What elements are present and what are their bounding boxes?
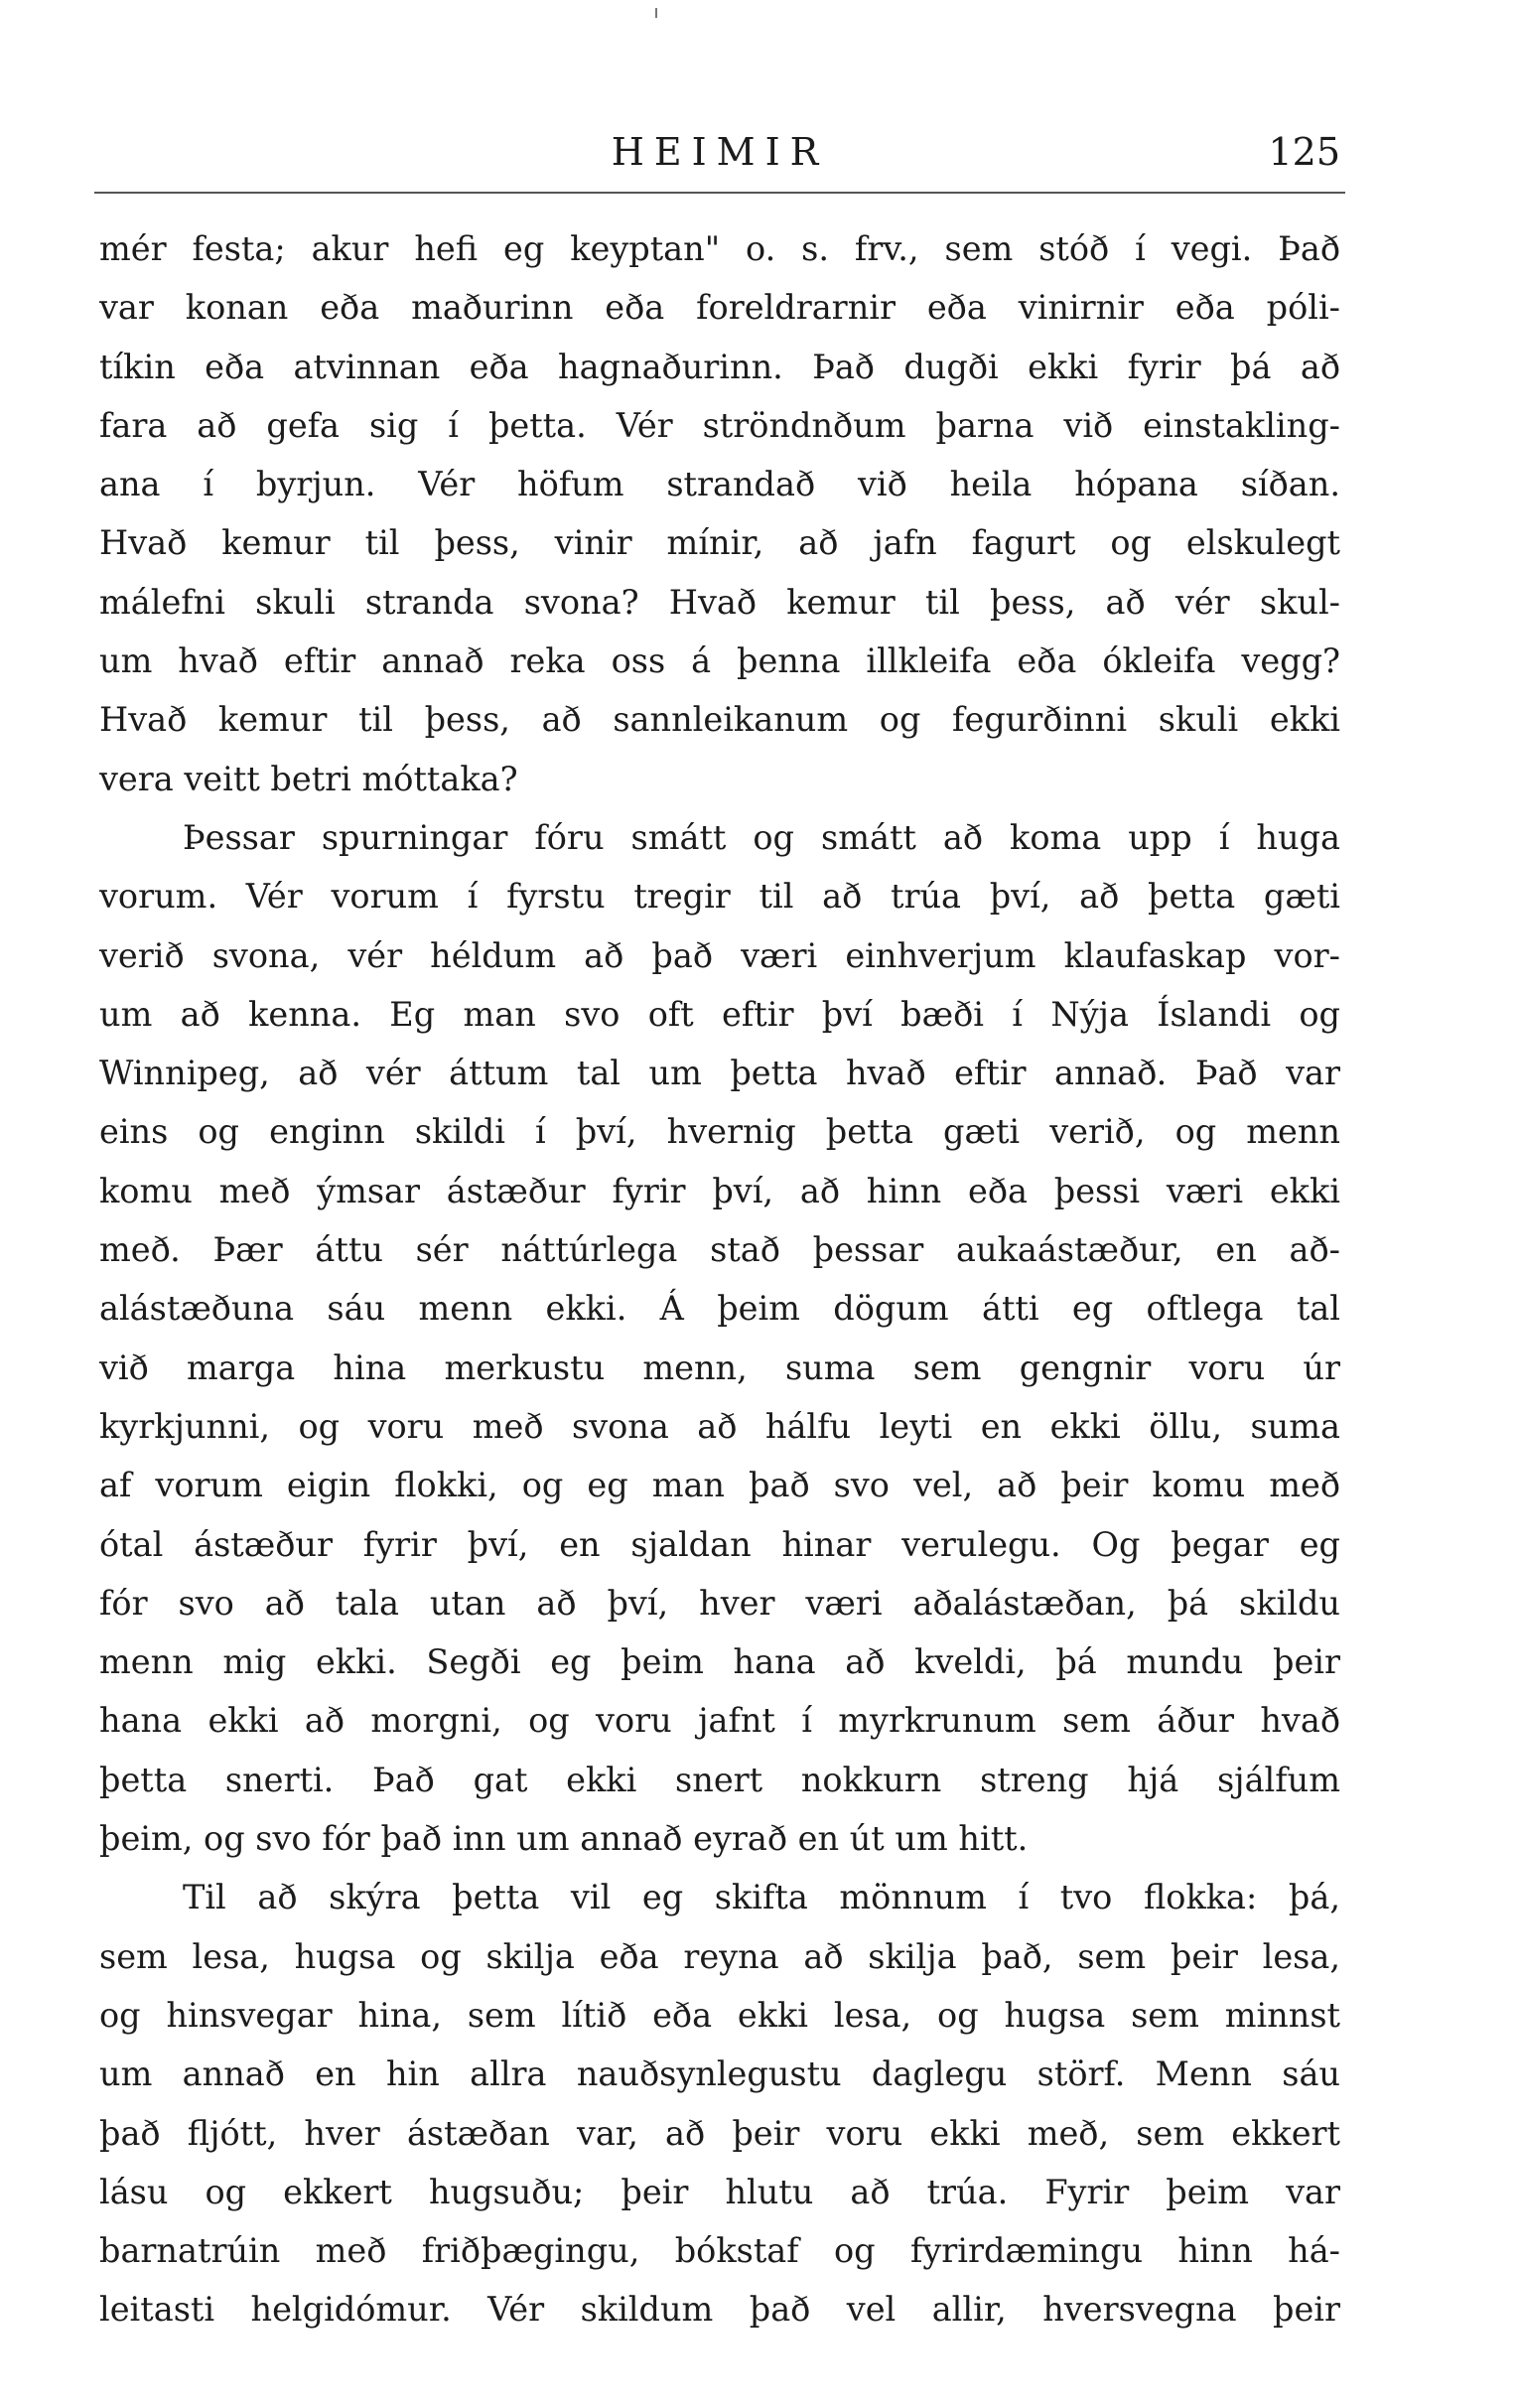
text-line: lásu og ekkert hugsuðu; þeir hlutu að trúa. Fyrir þeim var — [99, 2172, 1340, 2211]
page-speck — [655, 8, 657, 18]
paragraph-first-line: Þessar spurningar fóru smátt og smátt að koma upp í huga — [183, 817, 1340, 857]
paragraph-last-line: vera veitt betri móttaka? — [99, 759, 518, 798]
text-line: ótal ástæður fyrir því, en sjaldan hinar verulegu. Og þegar eg — [99, 1524, 1340, 1564]
text-line: fara að gefa sig í þetta. Vér ströndnðum þarna við einstakling- — [99, 405, 1340, 445]
text-line: málefni skuli stranda svona? Hvað kemur til þess, að vér skul- — [99, 582, 1340, 622]
text-line: með. Þær áttu sér náttúrlega stað þessar aukaástæður, en að- — [99, 1230, 1340, 1270]
text-line: menn mig ekki. Segði eg þeim hana að kveldi, þá mundu þeir — [99, 1642, 1340, 1682]
text-line: mér festa; akur hefi eg keyptan" o. s. frv., sem stóð í vegi. Það — [99, 229, 1340, 268]
text-line: fór svo að tala utan að því, hver væri aðalástæðan, þá skildu — [99, 1583, 1340, 1623]
text-line: alástæðuna sáu menn ekki. Á þeim dögum átti eg oftlega tal — [99, 1289, 1340, 1329]
paragraph-last-line: þeim, og svo fór það inn um annað eyrað en út um hitt. — [99, 1819, 1029, 1859]
text-line: eins og enginn skildi í því, hvernig þetta gæti verið, og menn — [99, 1112, 1340, 1152]
text-line: ana í byrjun. Vér höfum strandað við heila hópana síðan. — [99, 465, 1340, 504]
text-line: og hinsvegar hina, sem lítið eða ekki lesa, og hugsa sem minnst — [99, 1995, 1340, 2035]
running-title: HEIMIR — [611, 130, 829, 174]
text-line: hana ekki að morgni, og voru jafnt í myrkrunum sem áður hvað — [99, 1701, 1340, 1741]
text-line: verið svona, vér héldum að það væri einhverjum klaufaskap vor- — [99, 935, 1340, 975]
text-line: við marga hina merkustu menn, suma sem gengnir voru úr — [99, 1347, 1340, 1387]
text-line: sem lesa, hugsa og skilja eða reyna að skilja það, sem þeir lesa, — [99, 1936, 1340, 1976]
text-line: komu með ýmsar ástæður fyrir því, að hinn eða þessi væri ekki — [99, 1171, 1340, 1210]
text-line: kyrkjunni, og voru með svona að hálfu leyti en ekki öllu, suma — [99, 1406, 1340, 1446]
text-line: um að kenna. Eg man svo oft eftir því bæði í Nýja Íslandi og — [99, 994, 1340, 1034]
running-head — [99, 127, 1340, 177]
paragraph-first-line: Til að skýra þetta vil eg skifta mönnum í tvo flokka: þá, — [183, 1878, 1340, 1917]
text-line: það fljótt, hver ástæðan var, að þeir voru ekki með, sem ekkert — [99, 2113, 1340, 2153]
text-line: Hvað kemur til þess, vinir mínir, að jafn fagurt og elskulegt — [99, 523, 1340, 563]
header-rule — [94, 192, 1345, 194]
text-line: vorum. Vér vorum í fyrstu tregir til að trúa því, að þetta gæti — [99, 877, 1340, 917]
text-line: af vorum eigin flokki, og eg man það svo vel, að þeir komu með — [99, 1466, 1340, 1505]
body-text — [99, 219, 1340, 2339]
text-line: um hvað eftir annað reka oss á þenna illkleifa eða ókleifa vegg? — [99, 641, 1340, 681]
text-line: leitasti helgidómur. Vér skildum það vel allir, hversvegna þeir — [99, 2290, 1340, 2330]
text-line: Hvað kemur til þess, að sannleikanum og fegurðinni skuli ekki — [99, 700, 1340, 740]
text-line: barnatrúin með friðþægingu, bókstaf og fyrirdæmingu hinn há- — [99, 2231, 1340, 2271]
text-line: Winnipeg, að vér áttum tal um þetta hvað eftir annað. Það var — [99, 1054, 1340, 1093]
text-line: tíkin eða atvinnan eða hagnaðurinn. Það dugði ekki fyrir þá að — [99, 347, 1340, 386]
page-number: 125 — [1268, 130, 1340, 174]
text-line: um annað en hin allra nauðsynlegustu daglegu störf. Menn sáu — [99, 2054, 1340, 2094]
text-line: var konan eða maðurinn eða foreldrarnir eða vinirnir eða póli- — [99, 288, 1340, 328]
text-line: þetta snerti. Það gat ekki snert nokkurn streng hjá sjálfum — [99, 1760, 1340, 1799]
